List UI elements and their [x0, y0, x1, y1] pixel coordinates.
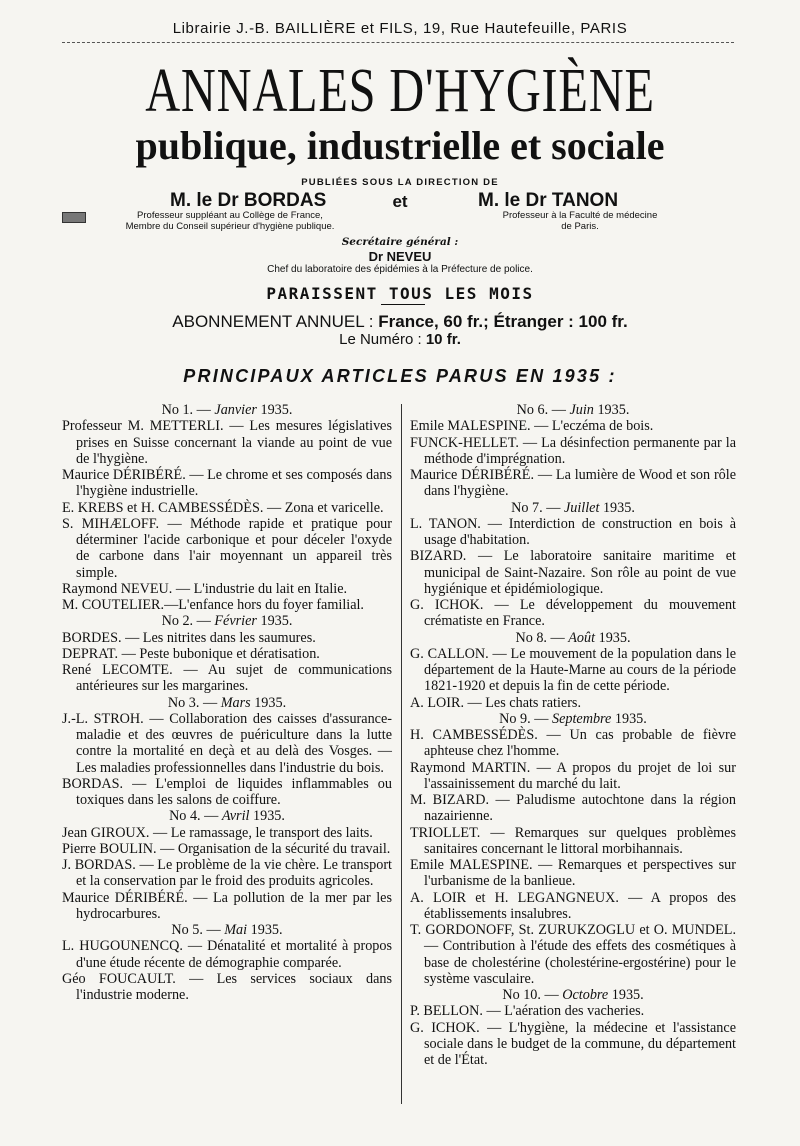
article-entry: Pierre BOULIN. — Organisation de la sécurité du travail.: [62, 840, 391, 857]
issue-number: No 2. —: [161, 613, 211, 630]
issue-header: [62, 922, 392, 938]
article-entry: G. ICHOK. — L'hygiène, la médecine et l'assistance sociale dans le budget de la commune, du département et de l'État.: [410, 1019, 736, 1068]
right-column: [410, 402, 736, 1068]
subscription-line: [0, 312, 800, 332]
journal-title: ANNALES D'HYGIÈNE: [145, 57, 655, 125]
article-entry: FUNCK-HELLET. — La désinfection permanente par la méthode d'imprégnation.: [410, 434, 736, 467]
numero-line: [0, 331, 800, 348]
article-entry: Emile MALESPINE. — Remarques et perspectives sur l'urbanisme de la banlieue.: [410, 857, 736, 890]
director-left-name: M. le Dr BORDAS: [170, 190, 327, 211]
director-left-title-line-2: Membre du Conseil supérieur d'hygiène publique.: [125, 221, 335, 232]
article-entry: J. BORDAS. — Le problème de la vie chère. Le transport et la conservation par le froid des produits agricoles.: [62, 857, 392, 890]
article-entry: M. BIZARD. — Paludisme autochtone dans la région nazairienne.: [410, 792, 736, 825]
issue-month: Juillet: [563, 499, 600, 516]
issue-month: Avril: [221, 808, 250, 825]
article-entry: Maurice DÉRIBÉRÉ. — La lumière de Wood et son rôle dans l'hygiène.: [410, 467, 736, 500]
article-entry: G. CALLON. — Le mouvement de la population dans le département de la Haute-Marne au cours de la période 1821-1920 et depuis la fin de cette période.: [410, 645, 736, 695]
article-entry: P. BELLON. — L'aération des vacheries.: [410, 1003, 645, 1020]
issue-number: No 10. —: [502, 987, 559, 1003]
issue-year: 1935.: [597, 402, 630, 418]
issue-month: Janvier: [214, 402, 257, 418]
secretary-role: Chef du laboratoire des épidémies à la Préfecture de police.: [267, 264, 533, 275]
issue-year: 1935.: [253, 808, 285, 825]
issue-year: 1935.: [611, 987, 644, 1003]
issue-year: 1935.: [614, 710, 647, 727]
issue-header: [62, 613, 392, 629]
article-entry: T. GORDONOFF, St. ZURUKZOGLU et O. MUNDEL. — Contribution à l'étude des effets des cosmétiques à base de cholestérine (cholestérine-ergostérine) pour le système vasculaire.: [410, 922, 736, 987]
director-left-title: [90, 210, 370, 232]
issue-year: 1935.: [260, 613, 293, 630]
issue-header: [410, 711, 736, 727]
subscription-france: France, 60 fr.;: [378, 312, 489, 331]
publication-frequency: PARAISSENT TOUS LES MOIS: [266, 284, 534, 303]
published-under: PUBLIÉES SOUS LA DIRECTION DE: [301, 177, 499, 188]
issue-header: [410, 987, 736, 1003]
issue-header: [62, 402, 392, 418]
article-entry: TRIOLLET. — Remarques sur quelques problèmes sanitaires concernant le littoral morbihannais.: [410, 824, 736, 857]
article-entry: A. LOIR et H. LEGANGNEUX. — A propos des établissements insalubres.: [410, 889, 736, 922]
directors-conjunction: et: [392, 192, 408, 211]
director-right-title: [460, 210, 700, 232]
issue-header: [410, 500, 736, 516]
issue-number: No 6. —: [516, 402, 566, 418]
issue-number: No 7. —: [511, 499, 561, 516]
director-right-name: M. le Dr TANON: [478, 190, 619, 211]
issue-year: 1935.: [260, 402, 293, 418]
article-entry: L. TANON. — Interdiction de construction en bois à usage d'habitation.: [410, 515, 736, 548]
issue-number: No 9. —: [499, 710, 549, 727]
issue-month: Août: [568, 629, 596, 646]
article-entry: Raymond NEVEU. — L'industrie du lait en Italie.: [62, 580, 348, 597]
article-entry: S. MIHÆLOFF. — Méthode rapide et pratique pour déterminer l'acide carbonique et pour déceler l'oxyde de carbone dans l'air moyennant un appareil très simple.: [62, 515, 392, 581]
column-divider: [401, 404, 402, 1104]
issue-year: 1935.: [250, 922, 283, 938]
issue-number: No 1. —: [161, 402, 211, 418]
publisher-logo-icon: [62, 212, 86, 223]
article-entry: A. LOIR. — Les chats ratiers.: [410, 694, 581, 711]
article-entry: BIZARD. — Le laboratoire sanitaire maritime et municipal de Saint-Nazaire. Son rôle au point de vue hygiénique et épidémiologique.: [410, 548, 736, 597]
issue-header: [410, 402, 736, 418]
subscription-label: ABONNEMENT ANNUEL :: [172, 312, 374, 331]
frequency-underline: [381, 304, 425, 305]
issue-year: 1935.: [598, 629, 631, 646]
left-column: [62, 402, 392, 1003]
issue-number: No 3. —: [167, 694, 218, 711]
article-entry: E. KREBS et H. CAMBESSÉDÈS. — Zona et varicelle.: [62, 499, 384, 516]
article-entry: L. HUGOUNENCQ. — Dénatalité et mortalité à propos d'une étude récente de démographie comparée.: [62, 938, 392, 971]
director-left-title-line-1: Professeur suppléant au Collège de France,: [137, 210, 323, 221]
publisher-line: Librairie J.-B. BAILLIÈRE et FILS, 19, Rue Hautefeuille, PARIS: [172, 20, 628, 37]
issue-header: [410, 630, 736, 646]
article-entry: Géo FOUCAULT. — Les services sociaux dans l'industrie moderne.: [62, 970, 392, 1003]
issue-year: 1935.: [602, 499, 635, 516]
article-entry: H. CAMBESSÉDÈS. — Un cas probable de fièvre aphteuse chez l'homme.: [410, 727, 736, 760]
issue-month: Mai: [224, 922, 248, 938]
director-right-title-line-2: de Paris.: [561, 221, 599, 232]
subscription-foreign: Étranger : 100 fr.: [493, 312, 628, 331]
article-entry: BORDES. — Les nitrites dans les saumures.: [62, 629, 316, 646]
issue-month: Février: [214, 613, 257, 630]
article-entry: BORDAS. — L'emploi de liquides inflammables ou toxiques dans les salons de coiffure.: [62, 775, 392, 808]
article-entry: G. ICHOK. — Le développement du mouvement crématiste en France.: [410, 597, 736, 630]
issue-header: [62, 808, 392, 824]
issue-month: Octobre: [562, 987, 609, 1003]
article-entry: Emile MALESPINE. — L'eczéma de bois.: [410, 418, 654, 435]
article-entry: J.-L. STROH. — Collaboration des caisses d'assurance-maladie et des œuvres de puériculture dans la lutte contre la mortalité en deçà et au delà des Vosges. — Les maladies professionnelles dans l'industrie du bois.: [62, 710, 392, 776]
issue-month: Juin: [569, 402, 594, 418]
issue-number: No 8. —: [515, 629, 565, 646]
journal-subtitle: publique, industrielle et sociale: [135, 123, 665, 168]
director-right-title-line-1: Professeur à la Faculté de médecine: [502, 210, 658, 221]
numero-label: Le Numéro :: [339, 331, 422, 348]
articles-heading: PRINCIPAUX ARTICLES PARUS EN 1935 :: [183, 366, 617, 386]
secretary-label: Secrétaire général :: [341, 236, 459, 248]
article-entry: Jean GIROUX. — Le ramassage, le transport des laits.: [62, 824, 373, 841]
issue-number: No 4. —: [169, 808, 219, 825]
top-divider: [62, 42, 734, 43]
issue-month: Septembre: [551, 710, 612, 727]
article-entry: Maurice DÉRIBÉRÉ. — Le chrome et ses composés dans l'hygiène industrielle.: [62, 467, 392, 500]
article-entry: DEPRAT. — Peste bubonique et dératisation.: [62, 645, 320, 662]
numero-price: 10 fr.: [425, 331, 461, 348]
article-entry: Professeur M. METTERLI. — Les mesures législatives prises en Suisse concernant la viande au point de vue de l'hygiène.: [62, 418, 392, 467]
issue-year: 1935.: [254, 694, 287, 711]
article-entry: M. COUTELIER.—L'enfance hors du foyer familial.: [62, 597, 364, 613]
article-entry: Maurice DÉRIBÉRÉ. — La pollution de la mer par les hydrocarbures.: [62, 889, 392, 922]
issue-header: [62, 695, 392, 711]
article-entry: Raymond MARTIN. — A propos du projet de loi sur l'assainissement du marché du lait.: [410, 759, 736, 792]
issue-month: Mars: [220, 694, 251, 711]
issue-number: No 5. —: [171, 922, 221, 938]
article-entry: René LECOMTE. — Au sujet de communications antérieures sur les margarines.: [62, 662, 392, 695]
secretary-name: Dr NEVEU: [368, 249, 432, 264]
